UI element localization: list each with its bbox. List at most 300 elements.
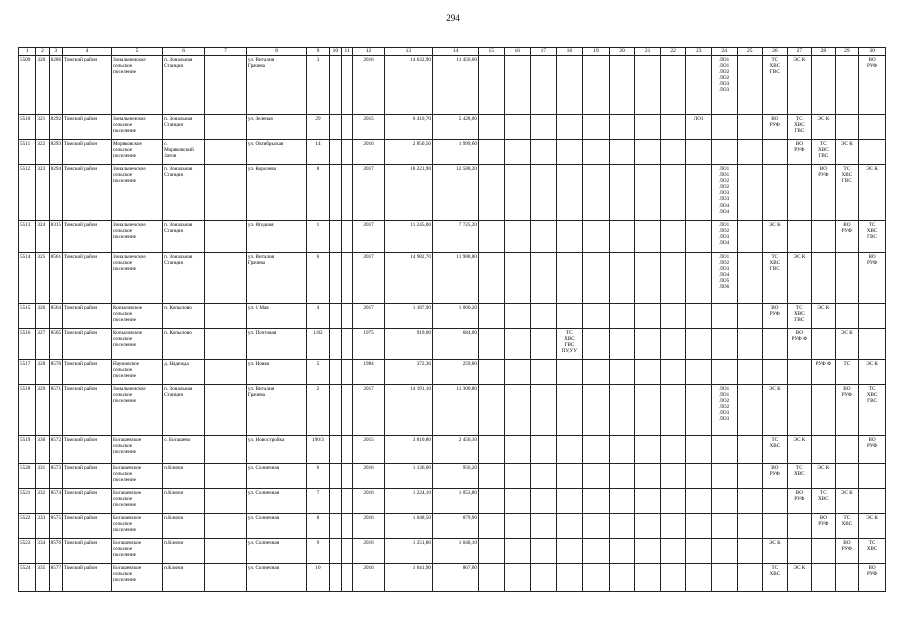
table-cell: Томский район	[62, 165, 111, 221]
table-cell: 2	[307, 385, 329, 436]
table-cell	[556, 564, 583, 592]
table-cell: 8565	[49, 329, 62, 360]
table-cell: 4	[307, 304, 329, 329]
table-cell	[478, 253, 504, 304]
table-cell	[205, 115, 247, 140]
table-cell	[556, 385, 583, 436]
table-cell	[329, 221, 341, 253]
table-cell	[329, 564, 341, 592]
table-cell	[341, 304, 352, 329]
table-cell: ВО РУФ	[835, 385, 859, 436]
column-number: 12	[353, 48, 385, 56]
table-cell	[478, 385, 504, 436]
column-number: 15	[478, 48, 504, 56]
table-cell	[737, 165, 763, 221]
table-cell: 3 810,80	[384, 436, 432, 464]
column-number: 20	[609, 48, 635, 56]
table-row	[19, 140, 886, 165]
table-cell	[660, 385, 686, 436]
table-cell: 5520	[19, 464, 36, 489]
table-cell: Томский район	[62, 539, 111, 564]
table-cell: Зональненское сельское поселение	[112, 253, 163, 304]
table-cell	[660, 539, 686, 564]
table-cell: п. Зональная Станция	[163, 253, 205, 304]
table-cell	[205, 304, 247, 329]
table-cell	[205, 514, 247, 539]
table-cell	[835, 464, 859, 489]
table-cell	[583, 56, 610, 115]
table-cell: Томский район	[62, 514, 111, 539]
table-cell	[635, 165, 661, 221]
table-cell: 326	[36, 304, 49, 329]
column-number: 21	[635, 48, 661, 56]
table-cell	[205, 360, 247, 385]
table-cell: п. Зональная Станция	[163, 115, 205, 140]
table-cell	[609, 140, 635, 165]
table-cell: ВО РУФ	[763, 464, 788, 489]
table-cell	[686, 360, 712, 385]
table-cell: ул. Виталия Грачева	[246, 385, 306, 436]
table-cell: ТС ХВС	[835, 514, 859, 539]
table-row	[19, 539, 886, 564]
table-cell: ЭС К	[859, 165, 886, 221]
table-cell	[478, 304, 504, 329]
table-cell	[812, 56, 836, 115]
table-cell: 328	[36, 360, 49, 385]
table-cell	[737, 304, 763, 329]
table-cell	[737, 464, 763, 489]
table-cell: 5517	[19, 360, 36, 385]
table-cell: ЭС К	[787, 564, 812, 592]
table-cell: 1 060,20	[432, 304, 478, 329]
table-cell	[686, 253, 712, 304]
table-cell: ЭС К	[812, 304, 836, 329]
table-cell: Томский район	[62, 115, 111, 140]
table-row	[19, 221, 886, 253]
table-cell	[583, 539, 610, 564]
table-cell	[205, 165, 247, 221]
table-cell	[686, 304, 712, 329]
table-cell: Зональненское сельское поселение	[112, 385, 163, 436]
table-cell: 2016	[353, 464, 385, 489]
table-cell	[609, 489, 635, 514]
table-cell: Зональненское сельское поселение	[112, 56, 163, 115]
table-cell	[763, 140, 788, 165]
table-cell	[504, 165, 531, 221]
table-cell	[635, 436, 661, 464]
table-cell: 11 988,80	[432, 253, 478, 304]
table-cell: ул. Солнечная	[246, 464, 306, 489]
table-cell	[609, 56, 635, 115]
table-cell	[583, 464, 610, 489]
table-cell	[812, 539, 836, 564]
table-cell: ВО РУФ	[859, 253, 886, 304]
table-cell: 5	[307, 360, 329, 385]
table-cell: 5518	[19, 385, 36, 436]
table-cell: 325	[36, 253, 49, 304]
table-cell: ТС ХВС ГВС	[763, 253, 788, 304]
column-number: 17	[531, 48, 557, 56]
column-number: 4	[62, 48, 111, 56]
table-cell	[583, 489, 610, 514]
table-cell	[341, 221, 352, 253]
table-cell	[686, 564, 712, 592]
table-cell	[660, 464, 686, 489]
table-cell	[478, 360, 504, 385]
table-cell: 5509	[19, 56, 36, 115]
table-cell: ЛО1 ЛО2 ЛО3 ЛО4	[711, 221, 737, 253]
table-cell	[686, 436, 712, 464]
table-cell	[660, 304, 686, 329]
table-cell: п.Ключи	[163, 489, 205, 514]
table-cell: 1 251,80	[384, 539, 432, 564]
table-cell	[329, 464, 341, 489]
table-cell: ЛО1 ЛО1 ЛО2 ЛО2 ЛО3 ЛО3	[711, 385, 737, 436]
table-cell: 14	[307, 140, 329, 165]
table-cell	[583, 385, 610, 436]
table-cell: 324	[36, 221, 49, 253]
table-cell	[609, 514, 635, 539]
table-cell	[609, 385, 635, 436]
table-cell: 5 428,00	[432, 115, 478, 140]
table-cell: ЭС К	[859, 514, 886, 539]
table-cell: ВО РУФ	[835, 221, 859, 253]
table-cell	[556, 140, 583, 165]
table-cell	[686, 539, 712, 564]
table-cell	[686, 464, 712, 489]
table-cell	[583, 140, 610, 165]
table-cell: 8561	[49, 253, 62, 304]
table-cell: Богашевское сельское поселение	[112, 539, 163, 564]
table-cell: 1 999,60	[432, 140, 478, 165]
table-cell	[329, 140, 341, 165]
table-cell	[711, 360, 737, 385]
table-row	[19, 464, 886, 489]
table-cell	[859, 329, 886, 360]
table-cell	[341, 489, 352, 514]
table-cell: ЭС К	[763, 385, 788, 436]
table-cell	[835, 115, 859, 140]
table-cell: ТС ХВС ГВС	[859, 385, 886, 436]
column-number: 18	[556, 48, 583, 56]
table-cell	[635, 514, 661, 539]
table-cell	[205, 253, 247, 304]
table-cell	[787, 221, 812, 253]
table-cell	[686, 329, 712, 360]
table-cell: 14 982,70	[384, 253, 432, 304]
table-cell: ул. Королева	[246, 165, 306, 221]
table-cell: 5513	[19, 221, 36, 253]
table-cell	[478, 329, 504, 360]
table-cell	[205, 464, 247, 489]
table-cell: ул. Новая	[246, 360, 306, 385]
table-cell: 8572	[49, 436, 62, 464]
table-cell	[531, 253, 557, 304]
table-cell	[835, 56, 859, 115]
table-cell: 8	[307, 514, 329, 539]
table-cell	[341, 115, 352, 140]
table-cell	[859, 489, 886, 514]
column-number: 3	[49, 48, 62, 56]
table-cell	[812, 436, 836, 464]
table-cell	[531, 329, 557, 360]
table-cell: Томский район	[62, 464, 111, 489]
table-cell: 8574	[49, 489, 62, 514]
table-cell	[763, 489, 788, 514]
table-cell: 5521	[19, 489, 36, 514]
table-cell	[583, 329, 610, 360]
table-cell: Томский район	[62, 489, 111, 514]
table-cell	[635, 253, 661, 304]
table-cell	[329, 360, 341, 385]
table-cell: ЭС К	[787, 56, 812, 115]
table-cell	[609, 221, 635, 253]
table-cell	[504, 385, 531, 436]
table-cell	[556, 539, 583, 564]
table-cell	[737, 385, 763, 436]
table-cell	[531, 115, 557, 140]
table-cell: ЛО1 ЛО2 ЛО3 ЛО4 ЛО5 ЛО6	[711, 253, 737, 304]
table-cell: 5524	[19, 564, 36, 592]
table-cell: ТС ХВС	[787, 464, 812, 489]
table-cell: 8292	[49, 115, 62, 140]
column-number: 5	[112, 48, 163, 56]
table-cell: ул. Виталия Грачева	[246, 56, 306, 115]
table-cell: 333	[36, 514, 49, 539]
column-number: 13	[384, 48, 432, 56]
column-number: 7	[205, 48, 247, 56]
table-cell	[531, 304, 557, 329]
table-cell	[531, 489, 557, 514]
table-cell: Богашевское сельское поселение	[112, 464, 163, 489]
table-cell	[556, 489, 583, 514]
table-cell: п.Ключи	[163, 564, 205, 592]
table-cell: 1	[307, 221, 329, 253]
table-cell	[711, 329, 737, 360]
table-cell: 10	[307, 564, 329, 592]
table-cell: 5511	[19, 140, 36, 165]
table-cell: п. Копылово	[163, 304, 205, 329]
table-cell: Зональненское сельское поселение	[112, 221, 163, 253]
table-cell	[531, 539, 557, 564]
table-cell: Томский район	[62, 56, 111, 115]
table-cell: ТС ХВС ГВС	[787, 115, 812, 140]
table-row	[19, 115, 886, 140]
table-cell	[329, 253, 341, 304]
table-cell: ЛО1	[686, 115, 712, 140]
table-cell: 3	[307, 56, 329, 115]
table-cell: Томский район	[62, 304, 111, 329]
table-cell: 5516	[19, 329, 36, 360]
table-cell	[737, 115, 763, 140]
table-cell: ЭС К	[812, 464, 836, 489]
column-number: 23	[686, 48, 712, 56]
table-cell	[531, 385, 557, 436]
table-cell: с. Богашево	[163, 436, 205, 464]
table-cell: 2016	[353, 514, 385, 539]
table-cell: Томский район	[62, 329, 111, 360]
table-cell	[635, 329, 661, 360]
table-cell	[609, 115, 635, 140]
table-cell	[556, 464, 583, 489]
table-cell: 334	[36, 539, 49, 564]
table-cell	[556, 221, 583, 253]
table-cell	[504, 140, 531, 165]
column-number: 29	[835, 48, 859, 56]
table-cell	[660, 253, 686, 304]
table-cell	[556, 115, 583, 140]
table-cell	[205, 329, 247, 360]
table-cell	[583, 165, 610, 221]
table-cell	[737, 140, 763, 165]
table-cell: Томский район	[62, 221, 111, 253]
table-cell: ул. Новостройка	[246, 436, 306, 464]
table-cell: ВО РУФ	[859, 436, 886, 464]
table-cell: 2017	[353, 221, 385, 253]
table-cell: 2 450,10	[432, 436, 478, 464]
table-cell: ул. 1 Мая	[246, 304, 306, 329]
table-cell: 8564	[49, 304, 62, 329]
table-cell	[329, 539, 341, 564]
table-cell	[205, 436, 247, 464]
table-cell: ул. Солнечная	[246, 539, 306, 564]
table-cell	[531, 56, 557, 115]
table-cell: ЭС К	[835, 140, 859, 165]
column-number: 2	[36, 48, 49, 56]
table-cell: ВО РУФ	[859, 564, 886, 592]
table-cell: 12 588,20	[432, 165, 478, 221]
column-number: 14	[432, 48, 478, 56]
table-cell	[763, 360, 788, 385]
table-cell	[660, 329, 686, 360]
table-cell: 8	[307, 165, 329, 221]
table-cell	[504, 115, 531, 140]
table-cell: п.Ключи	[163, 539, 205, 564]
table-cell: ЭС К	[763, 221, 788, 253]
table-cell: 5512	[19, 165, 36, 221]
table-cell: 14 191,10	[384, 385, 432, 436]
table-cell: 1975	[353, 329, 385, 360]
table-cell	[583, 564, 610, 592]
table-cell	[478, 115, 504, 140]
table-cell: 2016	[353, 489, 385, 514]
table-cell	[609, 329, 635, 360]
table-cell: ул. Солнечная	[246, 564, 306, 592]
table-cell: ул. Зеленая	[246, 115, 306, 140]
table-cell	[341, 140, 352, 165]
table-cell	[635, 564, 661, 592]
table-cell	[660, 56, 686, 115]
table-cell: ЭС К	[787, 253, 812, 304]
table-cell: Томский район	[62, 436, 111, 464]
table-cell	[859, 140, 886, 165]
table-cell	[504, 489, 531, 514]
table-cell	[737, 360, 763, 385]
table-cell: 8294	[49, 165, 62, 221]
table-cell	[763, 329, 788, 360]
table-cell	[686, 165, 712, 221]
table-cell: ЭС К	[787, 436, 812, 464]
table-cell	[341, 564, 352, 592]
column-number: 19	[583, 48, 610, 56]
table-cell: Зональненское сельское поселение	[112, 165, 163, 221]
table-cell	[737, 564, 763, 592]
table-cell	[609, 165, 635, 221]
table-cell	[787, 514, 812, 539]
table-cell: ВО РУФ Ф	[787, 329, 812, 360]
table-cell	[609, 564, 635, 592]
table-row	[19, 253, 886, 304]
table-cell	[609, 253, 635, 304]
table-cell: Богашевское сельское поселение	[112, 436, 163, 464]
table-cell: 5522	[19, 514, 36, 539]
table-cell	[812, 221, 836, 253]
table-cell: 323	[36, 165, 49, 221]
column-number: 11	[341, 48, 352, 56]
table-cell	[635, 385, 661, 436]
table-cell	[329, 329, 341, 360]
table-cell: ТС ХВС	[763, 564, 788, 592]
table-cell	[737, 514, 763, 539]
table-cell: ЭС К	[859, 360, 886, 385]
table-cell	[711, 304, 737, 329]
table-cell	[504, 514, 531, 539]
table-cell: РУФ Ф	[812, 360, 836, 385]
table-cell	[531, 140, 557, 165]
table-cell	[329, 115, 341, 140]
table-cell: 14 632,90	[384, 56, 432, 115]
table-cell: 320	[36, 56, 49, 115]
table-cell	[478, 221, 504, 253]
table-cell: ул. Почтовая	[246, 329, 306, 360]
table-cell	[556, 56, 583, 115]
column-number: 28	[812, 48, 836, 56]
table-cell: ТС ХВС	[763, 436, 788, 464]
table-cell: 2015	[353, 115, 385, 140]
table-cell	[660, 140, 686, 165]
table-cell	[556, 360, 583, 385]
table-row	[19, 165, 886, 221]
table-cell	[635, 115, 661, 140]
table-cell	[859, 115, 886, 140]
table-cell	[341, 329, 352, 360]
table-cell	[341, 253, 352, 304]
table-cell	[711, 436, 737, 464]
table-cell	[341, 464, 352, 489]
table-cell	[583, 221, 610, 253]
table-cell: 684,00	[432, 329, 478, 360]
table-cell	[660, 360, 686, 385]
table-cell: 7	[307, 489, 329, 514]
table-cell: ТС ХВС	[859, 539, 886, 564]
table-cell	[737, 221, 763, 253]
table-cell	[341, 56, 352, 115]
table-cell	[835, 253, 859, 304]
table-cell	[686, 140, 712, 165]
table-cell: 321	[36, 115, 49, 140]
table-cell	[341, 385, 352, 436]
table-cell	[660, 489, 686, 514]
table-cell: ВО РУФ	[835, 539, 859, 564]
table-cell: Богашевское сельское поселение	[112, 514, 163, 539]
table-row	[19, 385, 886, 436]
table-cell	[835, 436, 859, 464]
table-cell	[660, 436, 686, 464]
table-cell	[686, 489, 712, 514]
table-cell: 11 300,80	[432, 385, 478, 436]
table-cell	[609, 436, 635, 464]
table-cell: д. Надежда	[163, 360, 205, 385]
